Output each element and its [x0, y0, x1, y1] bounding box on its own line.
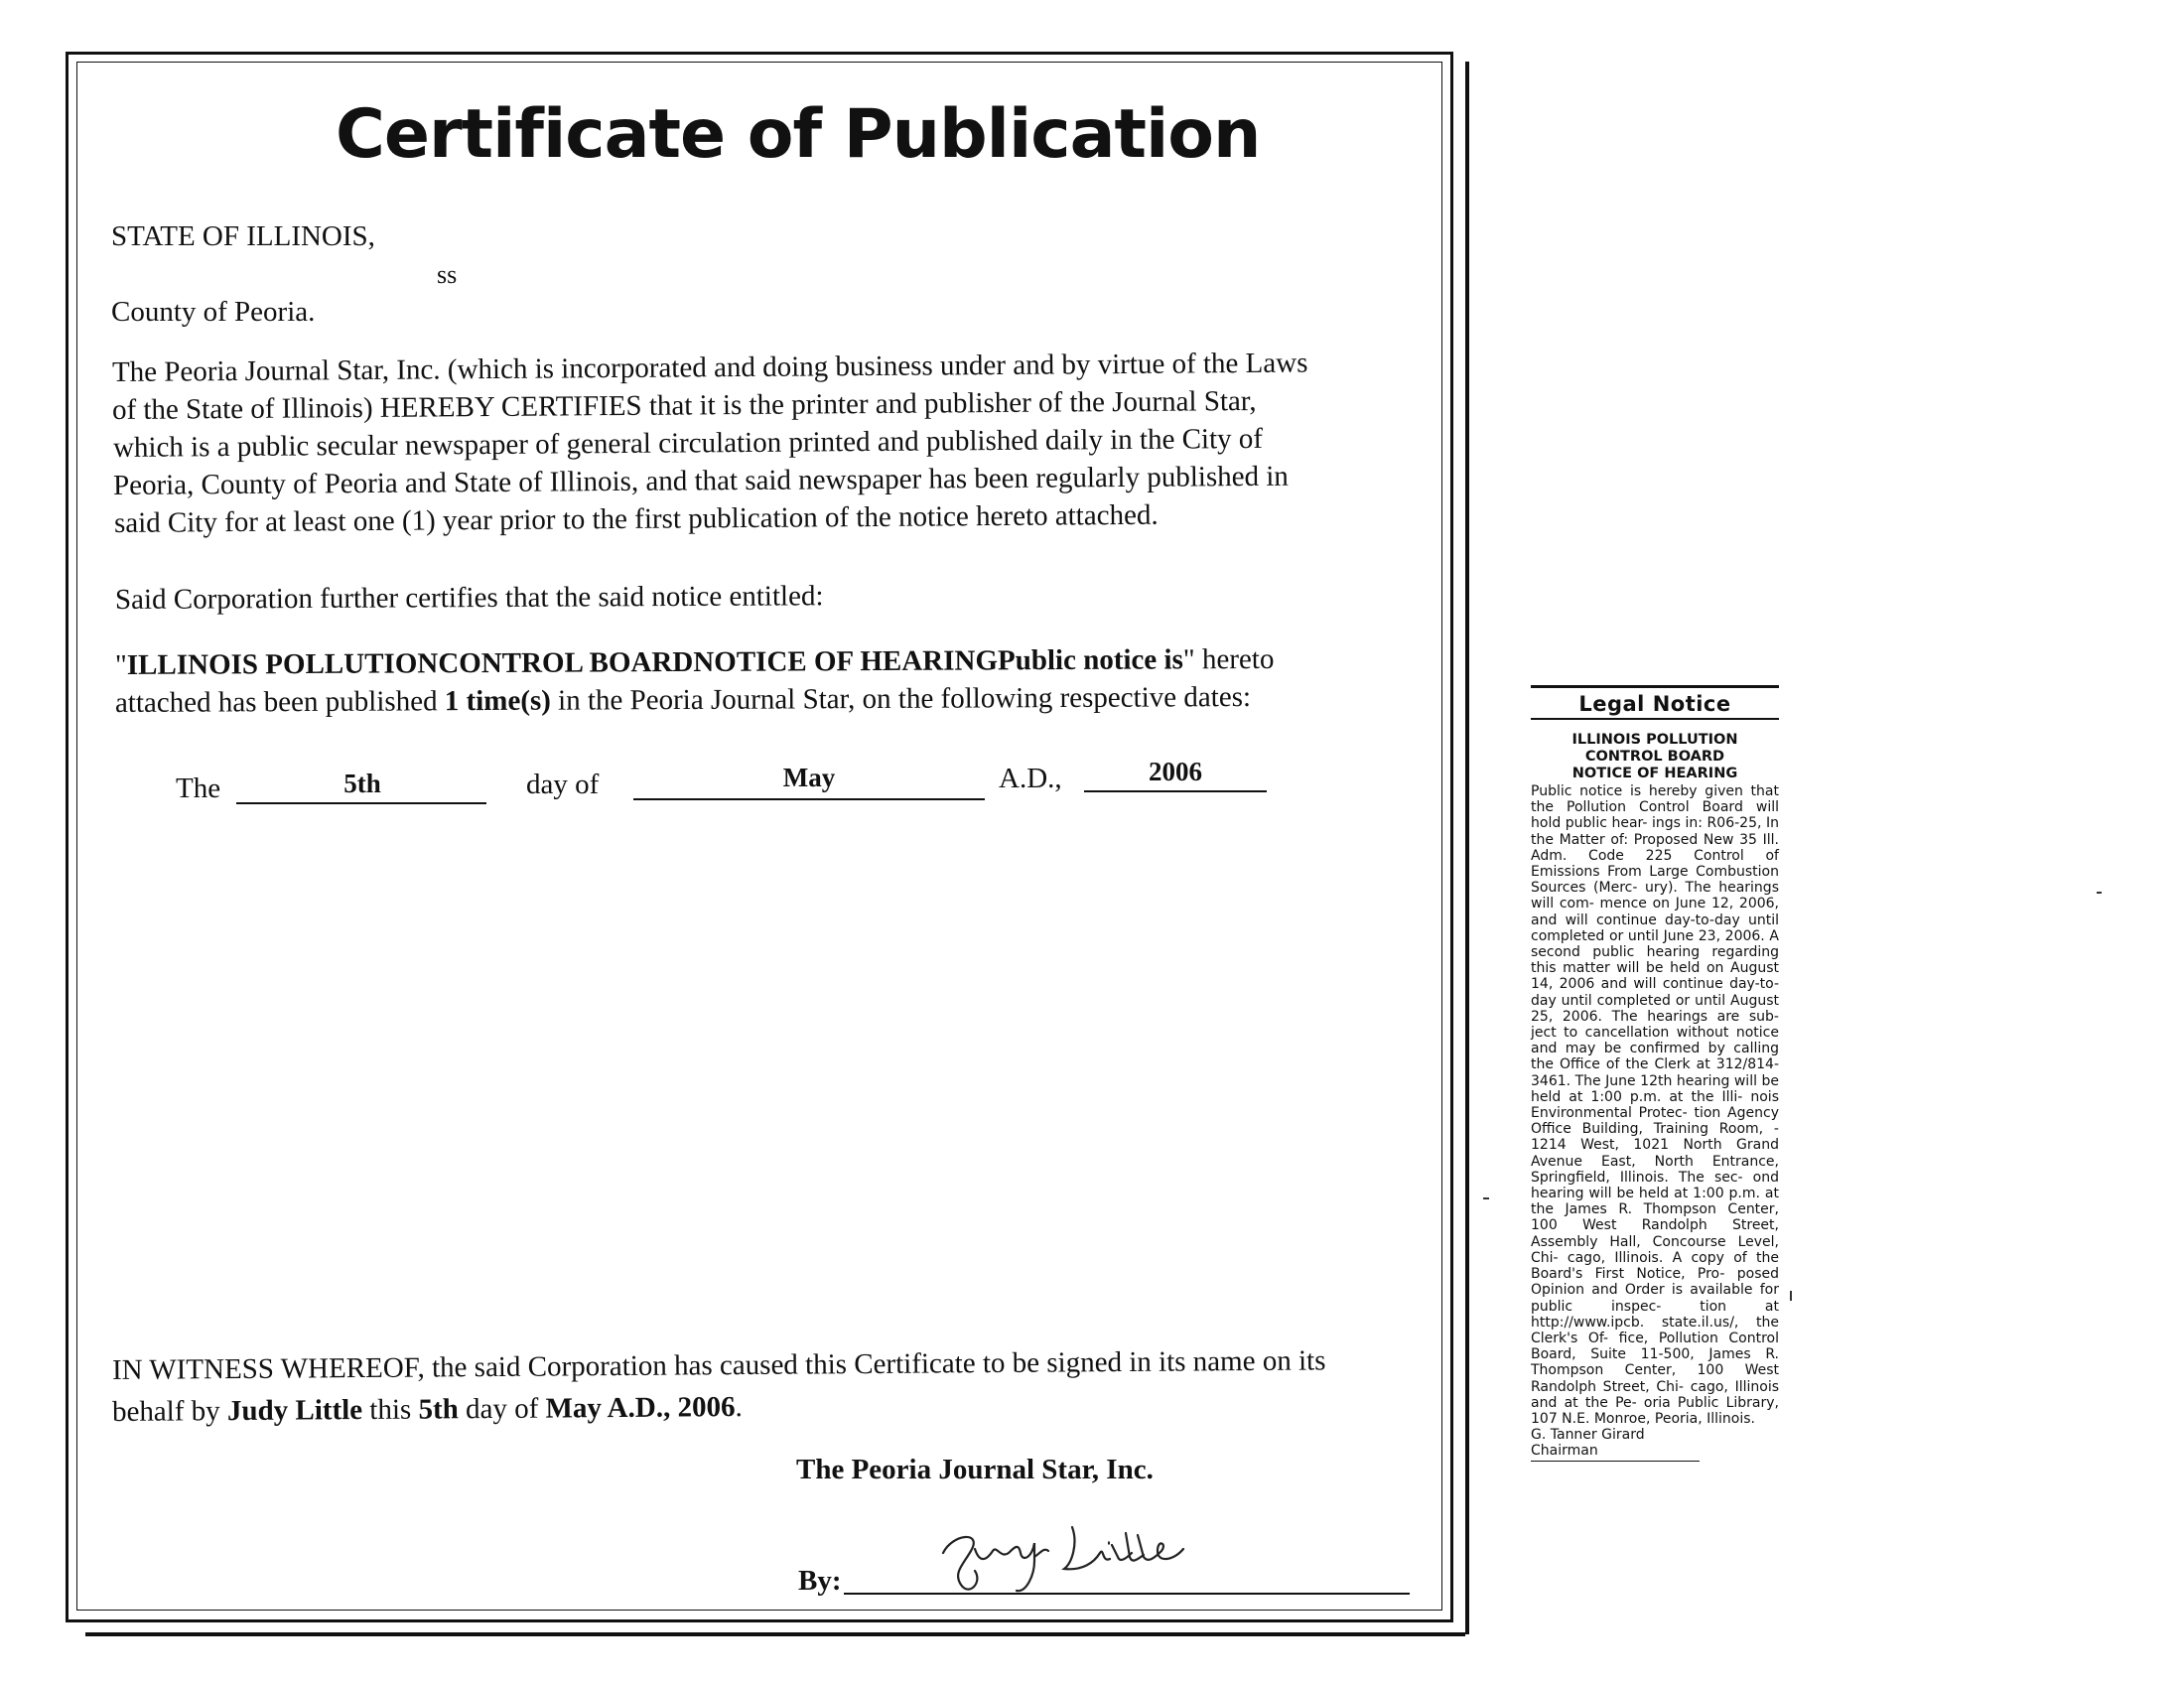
legal-notice-title-line: NOTICE OF HEARING [1571, 766, 1738, 781]
paragraph-line: Peoria, County of Peoria and State of Illinois, and that said newspaper has been regularly published in [112, 460, 1289, 501]
the-label: The [176, 772, 221, 804]
day-of-label: day of [526, 769, 600, 800]
notice-title: ILLINOIS POLLUTIONCONTROL BOARDNOTICE OF HEARINGPublic notice is [126, 643, 1183, 681]
day-underline [236, 802, 486, 804]
legal-notice-signer: G. Tanner Girard [1531, 1427, 1645, 1444]
frame-shadow-bottom [85, 1632, 1465, 1636]
legal-notice-top-rule [1531, 685, 1779, 688]
further-certifies-line: Said Corporation further certifies that the said notice entitled: [114, 580, 824, 616]
paragraph-line: said City for at least one (1) year prior to the first publication of the notice hereto attached. [113, 498, 1159, 539]
paragraph-line: which is a public secular newspaper of general circulation printed and published daily in the City of [112, 422, 1264, 464]
county-line: County of Peoria. [111, 296, 316, 328]
witness-mid: this [361, 1393, 419, 1427]
ad-label: A.D., [999, 763, 1062, 794]
paragraph-line: The Peoria Journal Star, Inc. (which is incorporated and doing business under and by virtue of the Laws [111, 347, 1308, 388]
legal-notice-heading-rule [1531, 718, 1779, 720]
witness-line: IN WITNESS WHEREOF, the said Corporation has caused this Certificate to be signed in its name on its [111, 1344, 1326, 1386]
scan-speck [2097, 892, 2102, 894]
scan-speck [1790, 1291, 1792, 1301]
month-value: May [782, 763, 836, 792]
witness-mid2: day of [458, 1392, 546, 1426]
ss-mark: ss [437, 260, 458, 289]
legal-notice-clipping [1531, 685, 1779, 1462]
publication-count: 1 time(s) [444, 684, 551, 718]
frame-shadow-right [1465, 62, 1469, 1634]
published-prefix: attached has been published [114, 685, 445, 719]
by-label: By: [798, 1565, 842, 1597]
legal-notice-signer-title: Chairman [1531, 1443, 1598, 1460]
legal-notice-body: Public notice is hereby given that the Pollution Control Board will hold public hear- ings in: R06-25, In the Matter of: Proposed New 35 Ill. Adm. Code 225 Control of Emissions From Large Combustion Sources (Merc- ury). The hearings will com- mence on June 12, 2006, and will continue day-to-day until completed or until June 23, 2006. A second public hearing regarding this matter will be held on August 14, 2006 and will continue day-to-day until completed or until August 25, 2006. The hearings are sub- ject to cancellation without notice and may be confirmed by calling the Office of the Clerk at 312/814-3461. The June 12th hearing will be held at 1:00 p.m. at the Illi- nois Environmental Protec- tion Agency Office Building, Training Room, - 1214 West, 1021 North Grand Avenue East, North Entrance, Springfield, Illinois. The sec- ond hearing will be held at 1:00 p.m. at the James R. Thompson Center, 100 West Randolph Street, Assembly Hall, Concourse Level, Chi- cago, Illinois. A copy of the Board's First Notice, Pro- posed Opinion and Order is available for public inspec- tion at http://www.ipcb. state.il.us/, the Clerk's Of- fice, Pollution Control Board, Suite 11-500, James R. Thompson Center, 100 West Randolph Street, Chi- cago, Illinois and at the Pe- oria Public Library, 107 N.E. Monroe, Peoria, Illinois. [1531, 783, 1779, 1427]
legal-notice-heading: Legal Notice [1578, 692, 1731, 716]
year-underline [1084, 790, 1267, 792]
witness-prefix: behalf by [111, 1395, 228, 1428]
witness-behalf-line [112, 1389, 743, 1431]
certificate-title: Certificate of Publication [336, 95, 1261, 174]
legal-notice-bottom-rule [1531, 1461, 1700, 1462]
witness-end: . [735, 1391, 743, 1424]
state-line: STATE OF ILLINOIS, [111, 220, 375, 252]
day-value: 5th [343, 769, 381, 798]
scan-speck [1483, 1197, 1489, 1199]
notice-title-line [115, 641, 1275, 684]
witness-day: 5th [418, 1393, 459, 1426]
year-value: 2006 [1149, 757, 1202, 786]
company-name: The Peoria Journal Star, Inc. [796, 1454, 1154, 1485]
signature-image [923, 1513, 1221, 1603]
legal-notice-title-line: CONTROL BOARD [1584, 749, 1725, 765]
month-underline [633, 798, 985, 800]
signer-name: Judy Little [226, 1394, 363, 1428]
witness-month-year: May A.D., 2006 [545, 1391, 736, 1425]
notice-close: " hereto [1182, 642, 1275, 676]
paragraph-line: of the State of Illinois) HEREBY CERTIFIES that it is the printer and publisher of the Journal Star, [111, 384, 1257, 426]
published-times-line [115, 679, 1251, 722]
published-suffix: in the Peoria Journal Star, on the following respective dates: [550, 681, 1252, 717]
open-quote: " [114, 648, 127, 681]
legal-notice-title-line: ILLINOIS POLLUTION [1571, 732, 1738, 748]
